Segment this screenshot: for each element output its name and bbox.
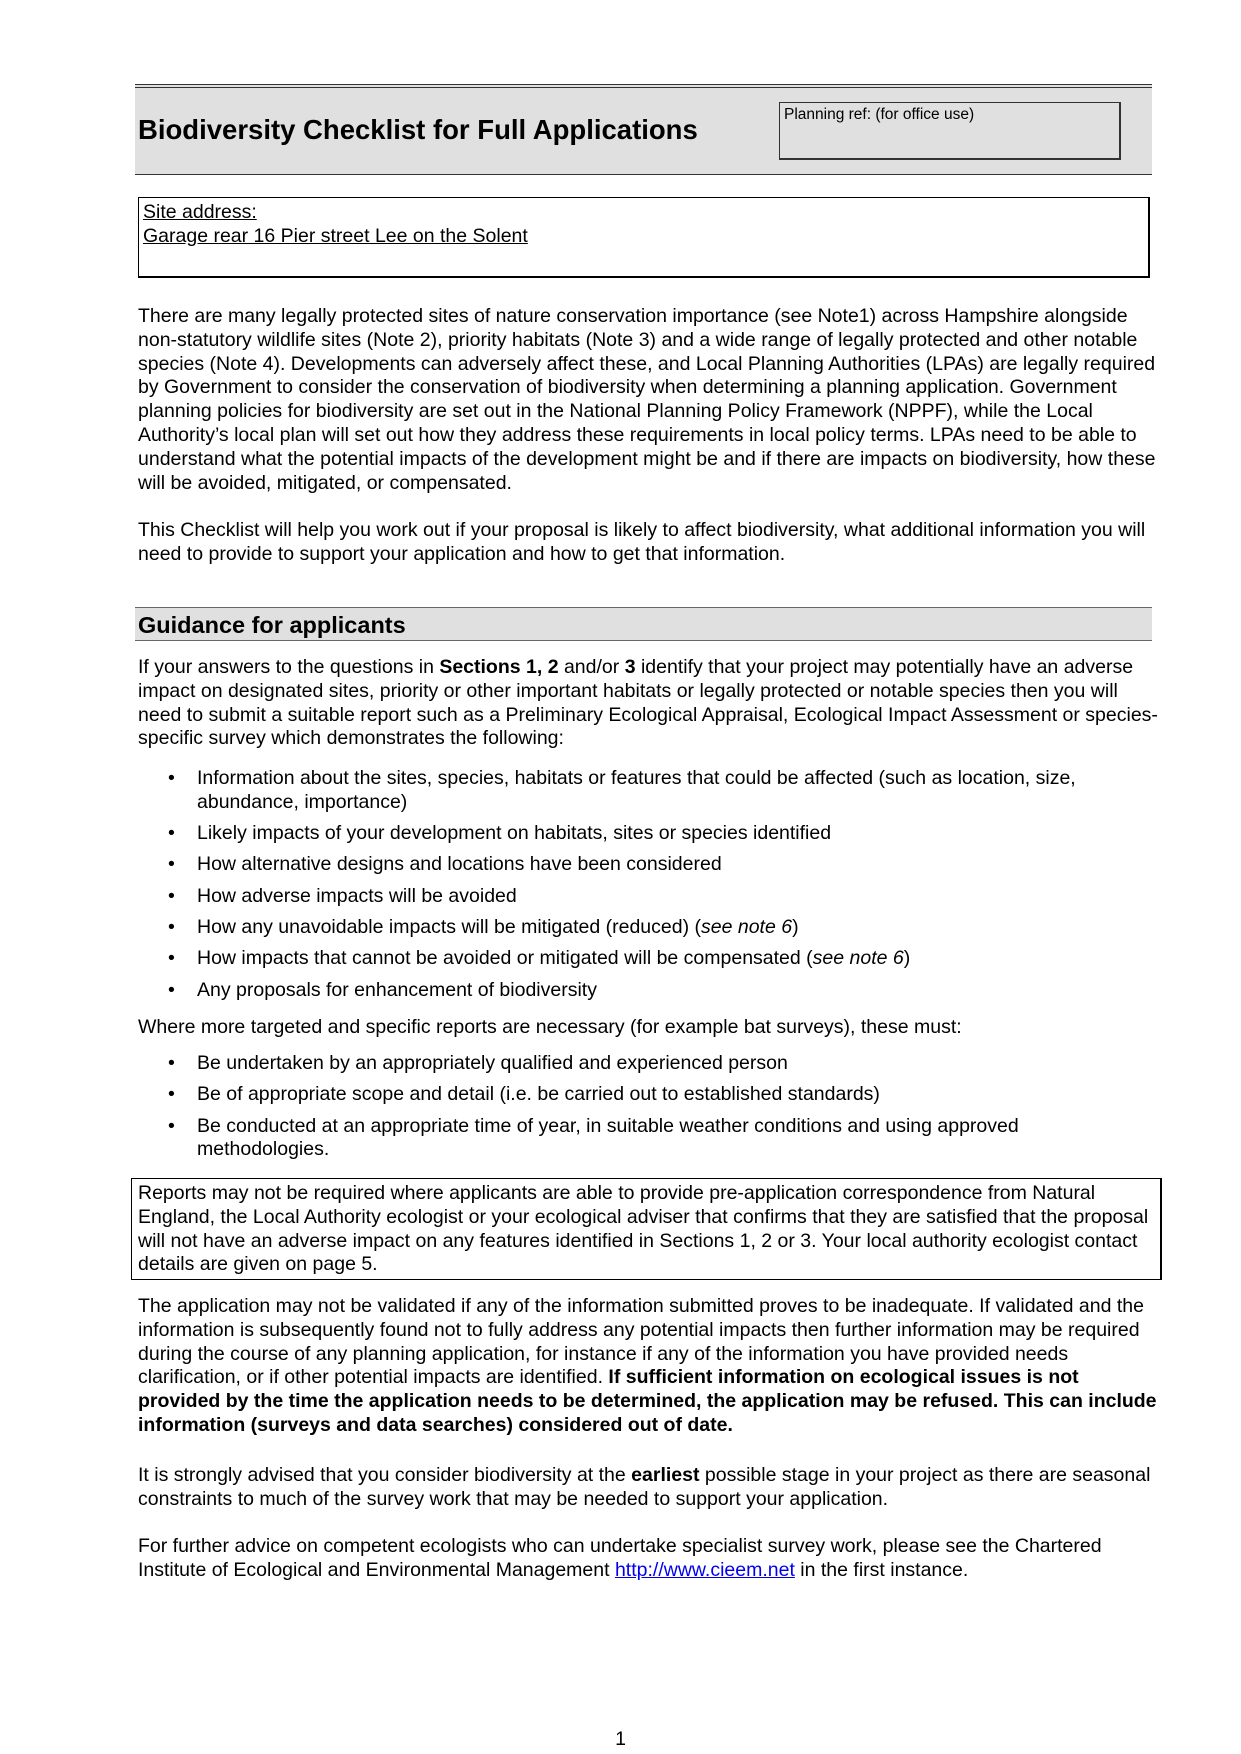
list-item: • Likely impacts of your development on habitats, sites or species identified xyxy=(138,822,1138,846)
list-item: • Be conducted at an appropriate time of year, in suitable weather conditions and using approved methodologies. xyxy=(138,1115,1138,1163)
page-title: Biodiversity Checklist for Full Applications xyxy=(138,114,698,145)
report-requirements-list xyxy=(138,767,1138,1010)
advice-paragraph: For further advice on competent ecologists who can undertake specialist survey work, please see the Chartered Institute of Ecological and Environmental Management http://www.cieem.net in the first instance. xyxy=(138,1535,1102,1581)
planning-ref-field[interactable]: Planning ref: (for office use) xyxy=(779,102,1121,160)
page-number: 1 xyxy=(615,1728,626,1750)
list-item: • Be of appropriate scope and detail (i.e. be carried out to established standards) xyxy=(138,1083,1138,1107)
list-item: • Any proposals for enhancement of biodiversity xyxy=(138,979,1138,1003)
list-item: • How impacts that cannot be avoided or mitigated will be compensated (see note 6) xyxy=(138,947,1138,971)
list-item: • How any unavoidable impacts will be mitigated (reduced) (see note 6) xyxy=(138,916,1138,940)
list-item: • Be undertaken by an appropriately qualified and experienced person xyxy=(138,1052,1138,1076)
guidance-lead: If your answers to the questions in Sections 1, 2 and/or 3 identify that your project may potentially have an adverse impact on designated sites, priority or other important habitats or legally protected or notable species then you will need to submit a suitable report such as a Preliminary Ecological Appraisal, Ecological Impact Assessment or species-specific survey which demonstrates the following: xyxy=(138,656,1158,750)
intro-paragraph-1: There are many legally protected sites of nature conservation importance (see Note1) across Hampshire alongside non-statutory wildlife sites (Note 2), priority habitats (Note 3) and a wide range of legally protected and other notable species (Note 4). Developments can adversely affect these, and Local Planning Authorities (LPAs) are legally required by Government to consider the conservation of biodiversity when determining a planning application. Government planning policies for biodiversity are set out in the National Planning Policy Framework (NPPF), while the Local Authority’s local plan will set out how they address these requirements in local policy terms. LPAs need to be able to understand what the potential impacts of the development might be and if there are impacts on biodiversity, how these will be avoided, mitigated, or compensated. xyxy=(138,305,1156,494)
targeted-reports-lead: Where more targeted and specific reports are necessary (for example bat surveys), these must: xyxy=(138,1016,962,1038)
targeted-reports-list xyxy=(138,1052,1138,1170)
earliest-paragraph: It is strongly advised that you consider biodiversity at the earliest possible stage in your project as there are seasonal constraints to much of the survey work that may be needed to support your application. xyxy=(138,1464,1151,1510)
section-heading: Guidance for applicants xyxy=(135,607,1152,641)
validation-paragraph: The application may not be validated if any of the information submitted proves to be inadequate. If validated and the information is subsequently found not to fully address any potential impacts then further information may be required during the course of any planning application, for instance if any of the information you have provided needs clarification, or if other potential impacts are identified. If sufficient information on ecological issues is not provided by the time the application needs to be determined, the application may be refused. This can include information (surveys and data searches) considered out of date. xyxy=(138,1295,1157,1436)
title-banner xyxy=(135,84,1152,175)
list-item: • Information about the sites, species, habitats or features that could be affected (such as location, size, abundance, importance) xyxy=(138,767,1138,815)
site-address-value: Garage rear 16 Pier street Lee on the Solent xyxy=(143,224,528,247)
list-item: • How adverse impacts will be avoided xyxy=(138,885,1138,909)
reports-not-required-note: Reports may not be required where applicants are able to provide pre-application correspondence from Natural England, the Local Authority ecologist or your ecological adviser that confirms that they are satisfied that the proposal will not have an adverse impact on any features identified in Sections 1, 2 or 3. Your local authority ecologist contact details are given on page 5. xyxy=(131,1178,1162,1280)
cieem-link[interactable]: http://www.cieem.net xyxy=(614,1558,795,1581)
intro-paragraph-2: This Checklist will help you work out if your proposal is likely to affect biodiversity, what additional information you will need to provide to support your application and how to get that information. xyxy=(138,519,1146,565)
site-address-box[interactable] xyxy=(138,197,1150,278)
list-item: • How alternative designs and locations have been considered xyxy=(138,853,1138,877)
site-address-label: Site address: xyxy=(143,201,257,223)
